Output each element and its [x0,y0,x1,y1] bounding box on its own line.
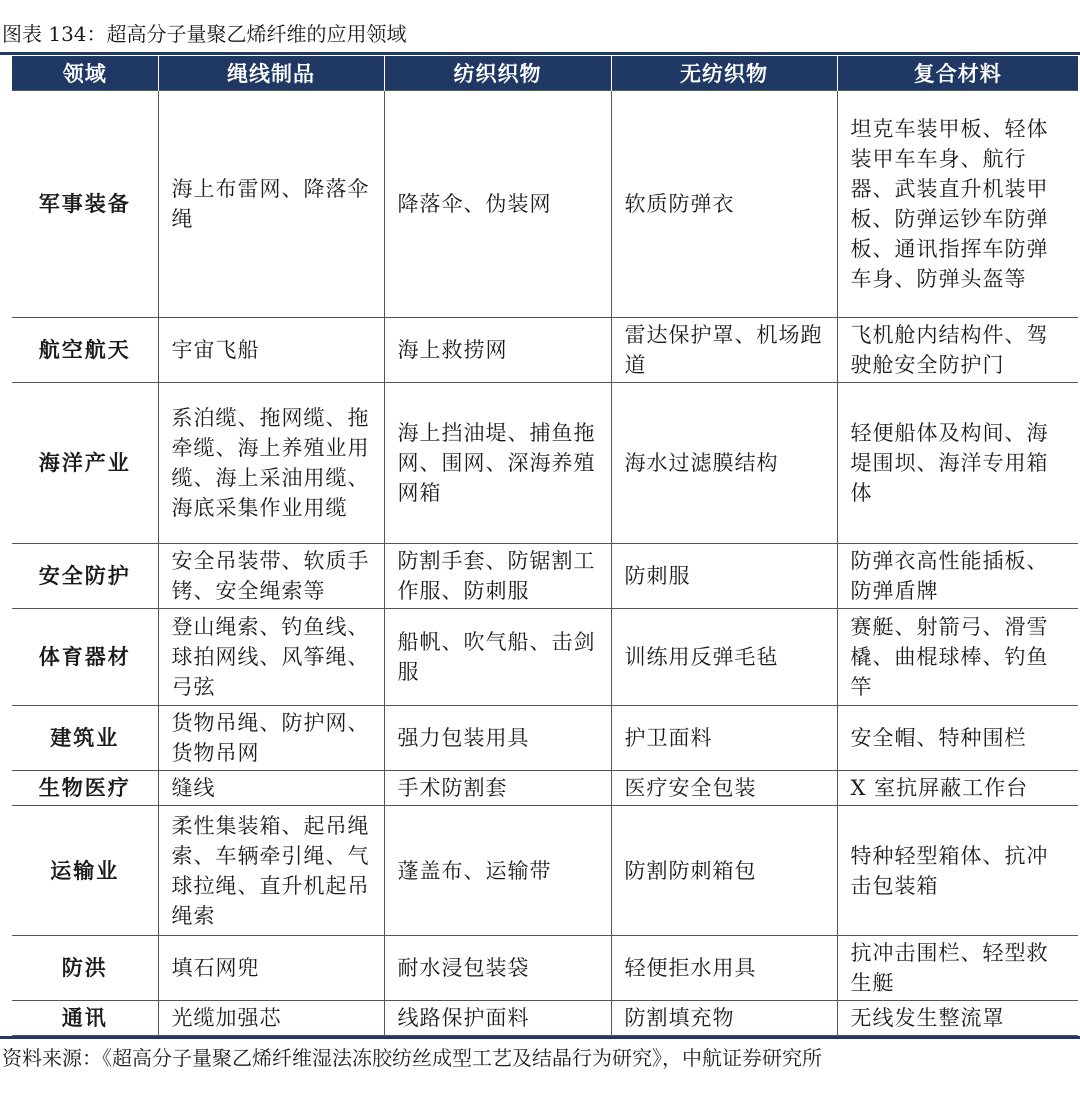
table-row [12,383,1078,544]
nonwoven-cell: 护卫面料 [611,706,837,771]
textile-cell: 降落伞、伪装网 [384,91,611,318]
textile-cell: 海上救捞网 [384,318,611,383]
nonwoven-cell: 医疗安全包装 [611,771,837,806]
table-row [12,91,1078,318]
field-cell: 防洪 [12,936,158,1001]
header-field: 领域 [12,56,158,91]
table-row [12,936,1078,1001]
header-rope-products: 绳线制品 [158,56,384,91]
textile-cell: 强力包装用具 [384,706,611,771]
table-row [12,706,1078,771]
composite-cell: 轻便船体及构间、海堤围坝、海洋专用箱体 [837,383,1078,544]
composite-cell: 防弹衣高性能插板、防弹盾牌 [837,544,1078,609]
table-row [12,318,1078,383]
composite-cell: 飞机舱内结构件、驾驶舱安全防护门 [837,318,1078,383]
textile-cell: 线路保护面料 [384,1001,611,1036]
nonwoven-cell: 防刺服 [611,544,837,609]
field-cell: 安全防护 [12,544,158,609]
rope-cell: 货物吊绳、防护网、货物吊网 [158,706,384,771]
rope-cell: 填石网兜 [158,936,384,1001]
composite-cell: 特种轻型箱体、抗冲击包装箱 [837,806,1078,936]
composite-cell: 赛艇、射箭弓、滑雪橇、曲棍球棒、钓鱼竿 [837,609,1078,706]
textile-cell: 海上挡油堤、捕鱼拖网、围网、深海养殖网箱 [384,383,611,544]
textile-cell: 蓬盖布、运输带 [384,806,611,936]
field-cell: 通讯 [12,1001,158,1036]
composite-cell: 抗冲击围栏、轻型救生艇 [837,936,1078,1001]
table-row [12,771,1078,806]
nonwoven-cell: 软质防弹衣 [611,91,837,318]
rope-cell: 安全吊装带、软质手铐、安全绳索等 [158,544,384,609]
table-row [12,806,1078,936]
field-cell: 建筑业 [12,706,158,771]
top-rule [0,52,1080,55]
nonwoven-cell: 防割防刺箱包 [611,806,837,936]
application-table [12,56,1078,1036]
table-row [12,609,1078,706]
textile-cell: 耐水浸包装袋 [384,936,611,1001]
source-note: 资料来源：《超高分子量聚乙烯纤维湿法冻胶纺丝成型工艺及结晶行为研究》，中航证券研究所 [2,1046,822,1070]
header-row [12,56,1078,91]
field-cell: 运输业 [12,806,158,936]
nonwoven-cell: 训练用反弹毛毡 [611,609,837,706]
textile-cell: 防割手套、防锯割工作服、防刺服 [384,544,611,609]
textile-cell: 手术防割套 [384,771,611,806]
table-row [12,1001,1078,1036]
field-cell: 航空航天 [12,318,158,383]
nonwoven-cell: 防割填充物 [611,1001,837,1036]
rope-cell: 登山绳索、钓鱼线、球拍网线、风筝绳、弓弦 [158,609,384,706]
rope-cell: 缝线 [158,771,384,806]
rope-cell: 宇宙飞船 [158,318,384,383]
composite-cell: X 室抗屏蔽工作台 [837,771,1078,806]
rope-cell: 系泊缆、拖网缆、拖牵缆、海上养殖业用缆、海上采油用缆、海底采集作业用缆 [158,383,384,544]
header-woven-textiles: 纺织织物 [384,56,611,91]
composite-cell: 无线发生整流罩 [837,1001,1078,1036]
nonwoven-cell: 海水过滤膜结构 [611,383,837,544]
header-nonwoven: 无纺织物 [611,56,837,91]
rope-cell: 柔性集装箱、起吊绳索、车辆牵引绳、气球拉绳、直升机起吊绳索 [158,806,384,936]
bottom-rule [0,1036,1080,1039]
composite-cell: 安全帽、特种围栏 [837,706,1078,771]
field-cell: 体育器材 [12,609,158,706]
figure-caption: 图表 134：超高分子量聚乙烯纤维的应用领域 [2,22,407,46]
rope-cell: 海上布雷网、降落伞绳 [158,91,384,318]
header-composites: 复合材料 [837,56,1078,91]
field-cell: 海洋产业 [12,383,158,544]
nonwoven-cell: 轻便拒水用具 [611,936,837,1001]
field-cell: 军事装备 [12,91,158,318]
table-row [12,544,1078,609]
composite-cell: 坦克车装甲板、轻体装甲车车身、航行器、武装直升机装甲板、防弹运钞车防弹板、通讯指挥车防弹车身、防弹头盔等 [837,91,1078,318]
field-cell: 生物医疗 [12,771,158,806]
rope-cell: 光缆加强芯 [158,1001,384,1036]
textile-cell: 船帆、吹气船、击剑服 [384,609,611,706]
nonwoven-cell: 雷达保护罩、机场跑道 [611,318,837,383]
